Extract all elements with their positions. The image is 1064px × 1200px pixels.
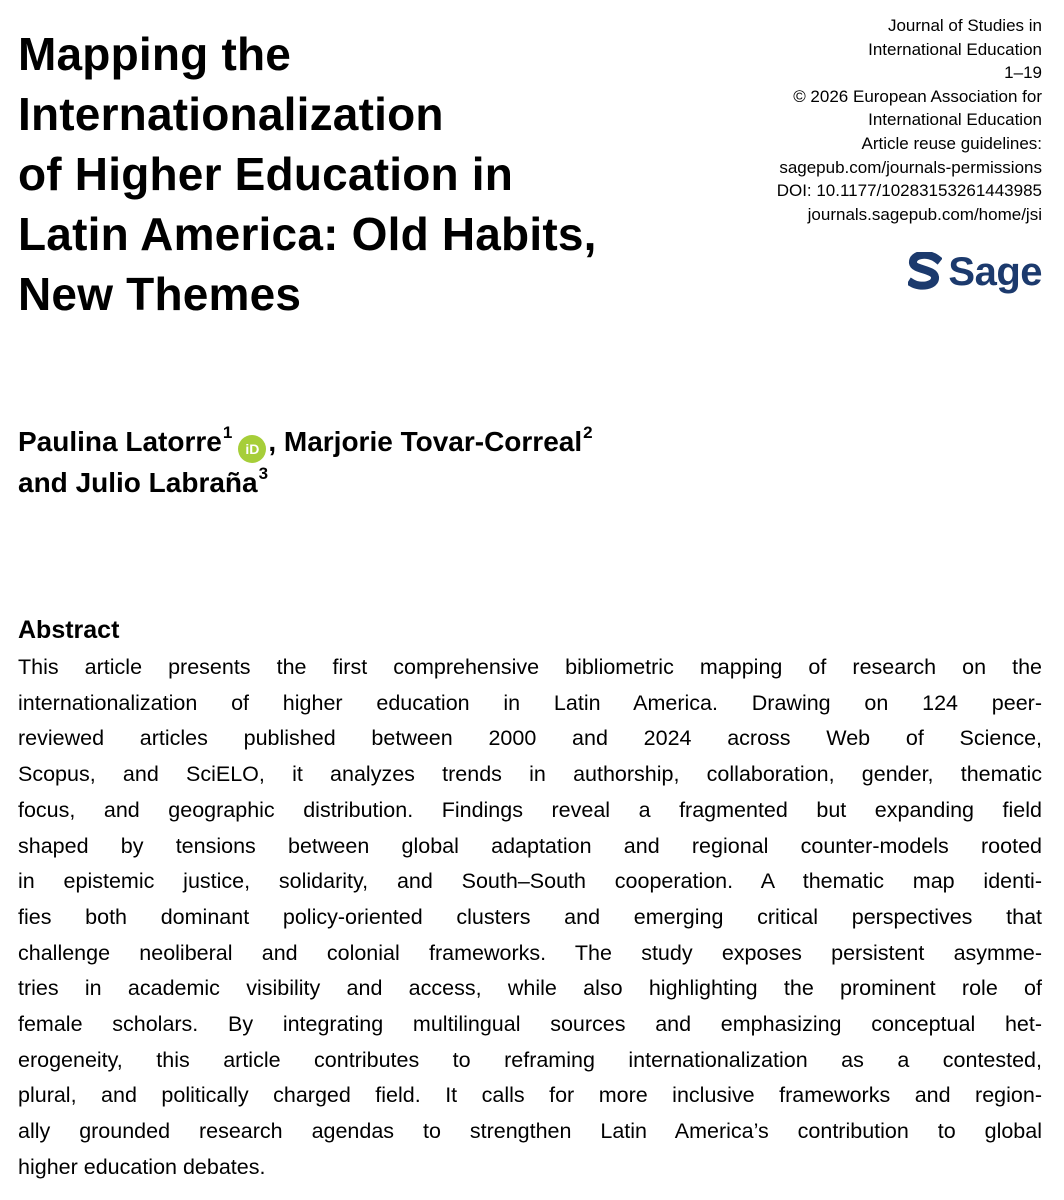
copyright-line: International Education xyxy=(868,110,1042,130)
publisher-name: Sage xyxy=(948,250,1042,294)
abstract-line: shaped by tensions between global adaptation and regional counter-models rooted xyxy=(18,833,1042,858)
reuse-guidelines-label: Article reuse guidelines: xyxy=(861,133,1042,153)
abstract-line: female scholars. By integrating multilingual sources and emphasizing conceptual het- xyxy=(18,1012,1042,1037)
author-separator: , xyxy=(268,426,284,457)
title-line: of Higher Education in xyxy=(18,148,514,200)
affiliation-marker: 1 xyxy=(222,423,233,442)
author-name: Paulina Latorre xyxy=(18,426,222,457)
journal-homepage-link[interactable]: journals.sagepub.com/home/jsi xyxy=(807,204,1042,224)
page-range: 1–19 xyxy=(1004,63,1042,83)
abstract-line: in epistemic justice, solidarity, and South–South cooperation. A thematic map identi- xyxy=(18,869,1042,894)
sage-s-logo-icon xyxy=(908,252,942,292)
title-line: Latin America: Old Habits, xyxy=(18,208,597,260)
copyright-line: © 2026 European Association for xyxy=(793,86,1042,106)
permissions-link[interactable]: sagepub.com/journals-permissions xyxy=(779,157,1042,177)
author-list xyxy=(18,422,918,503)
abstract-line: tries in academic visibility and access, while also highlighting the prominent role of xyxy=(18,976,1042,1001)
author-name: Marjorie Tovar-Correal xyxy=(283,426,583,457)
author-conjunction: and xyxy=(18,467,76,498)
affiliation-marker: 2 xyxy=(583,423,593,442)
abstract-line: reviewed articles published between 2000 and 2024 across Web of Science, xyxy=(18,726,1042,751)
article-title xyxy=(18,24,718,324)
abstract-line: challenge neoliberal and colonial frameworks. The study exposes persistent asymme- xyxy=(18,940,1042,965)
journal-name-line: Journal of Studies in xyxy=(887,16,1042,35)
abstract-line: focus, and geographic distribution. Findings reveal a fragmented but expanding field xyxy=(18,797,1042,822)
abstract-line: ally grounded research agendas to strengthen Latin America’s contribution to global xyxy=(18,1119,1042,1144)
abstract-line: erogeneity, this article contributes to reframing internationalization as a contested, xyxy=(18,1047,1042,1072)
abstract-body xyxy=(18,650,1042,1186)
abstract-line: plural, and politically charged field. It calls for more inclusive frameworks and region- xyxy=(18,1083,1042,1108)
orcid-icon[interactable]: iD xyxy=(238,435,266,463)
title-line: Internationalization xyxy=(18,88,444,140)
abstract-line: This article presents the first comprehensive bibliometric mapping of research on the xyxy=(18,655,1042,679)
affiliation-marker: 3 xyxy=(258,464,269,483)
doi-link[interactable]: DOI: 10.1177/10283153261443985 xyxy=(776,181,1042,201)
publisher-logo xyxy=(908,250,1042,294)
abstract-line: fies both dominant policy-oriented clusters and emerging critical perspectives that xyxy=(18,904,1042,929)
abstract-line: internationalization of higher education in Latin America. Drawing on 124 peer- xyxy=(18,690,1042,715)
abstract-heading: Abstract xyxy=(18,616,120,644)
journal-metadata xyxy=(682,14,1042,226)
journal-name-line: International Education xyxy=(868,39,1042,59)
title-line: Mapping the xyxy=(18,28,292,80)
abstract-line: higher education debates. xyxy=(18,1154,266,1179)
title-line: New Themes xyxy=(18,268,302,320)
author-name: Julio Labraña xyxy=(75,467,258,498)
abstract-line: Scopus, and SciELO, it analyzes trends in authorship, collaboration, gender, thematic xyxy=(18,762,1042,787)
